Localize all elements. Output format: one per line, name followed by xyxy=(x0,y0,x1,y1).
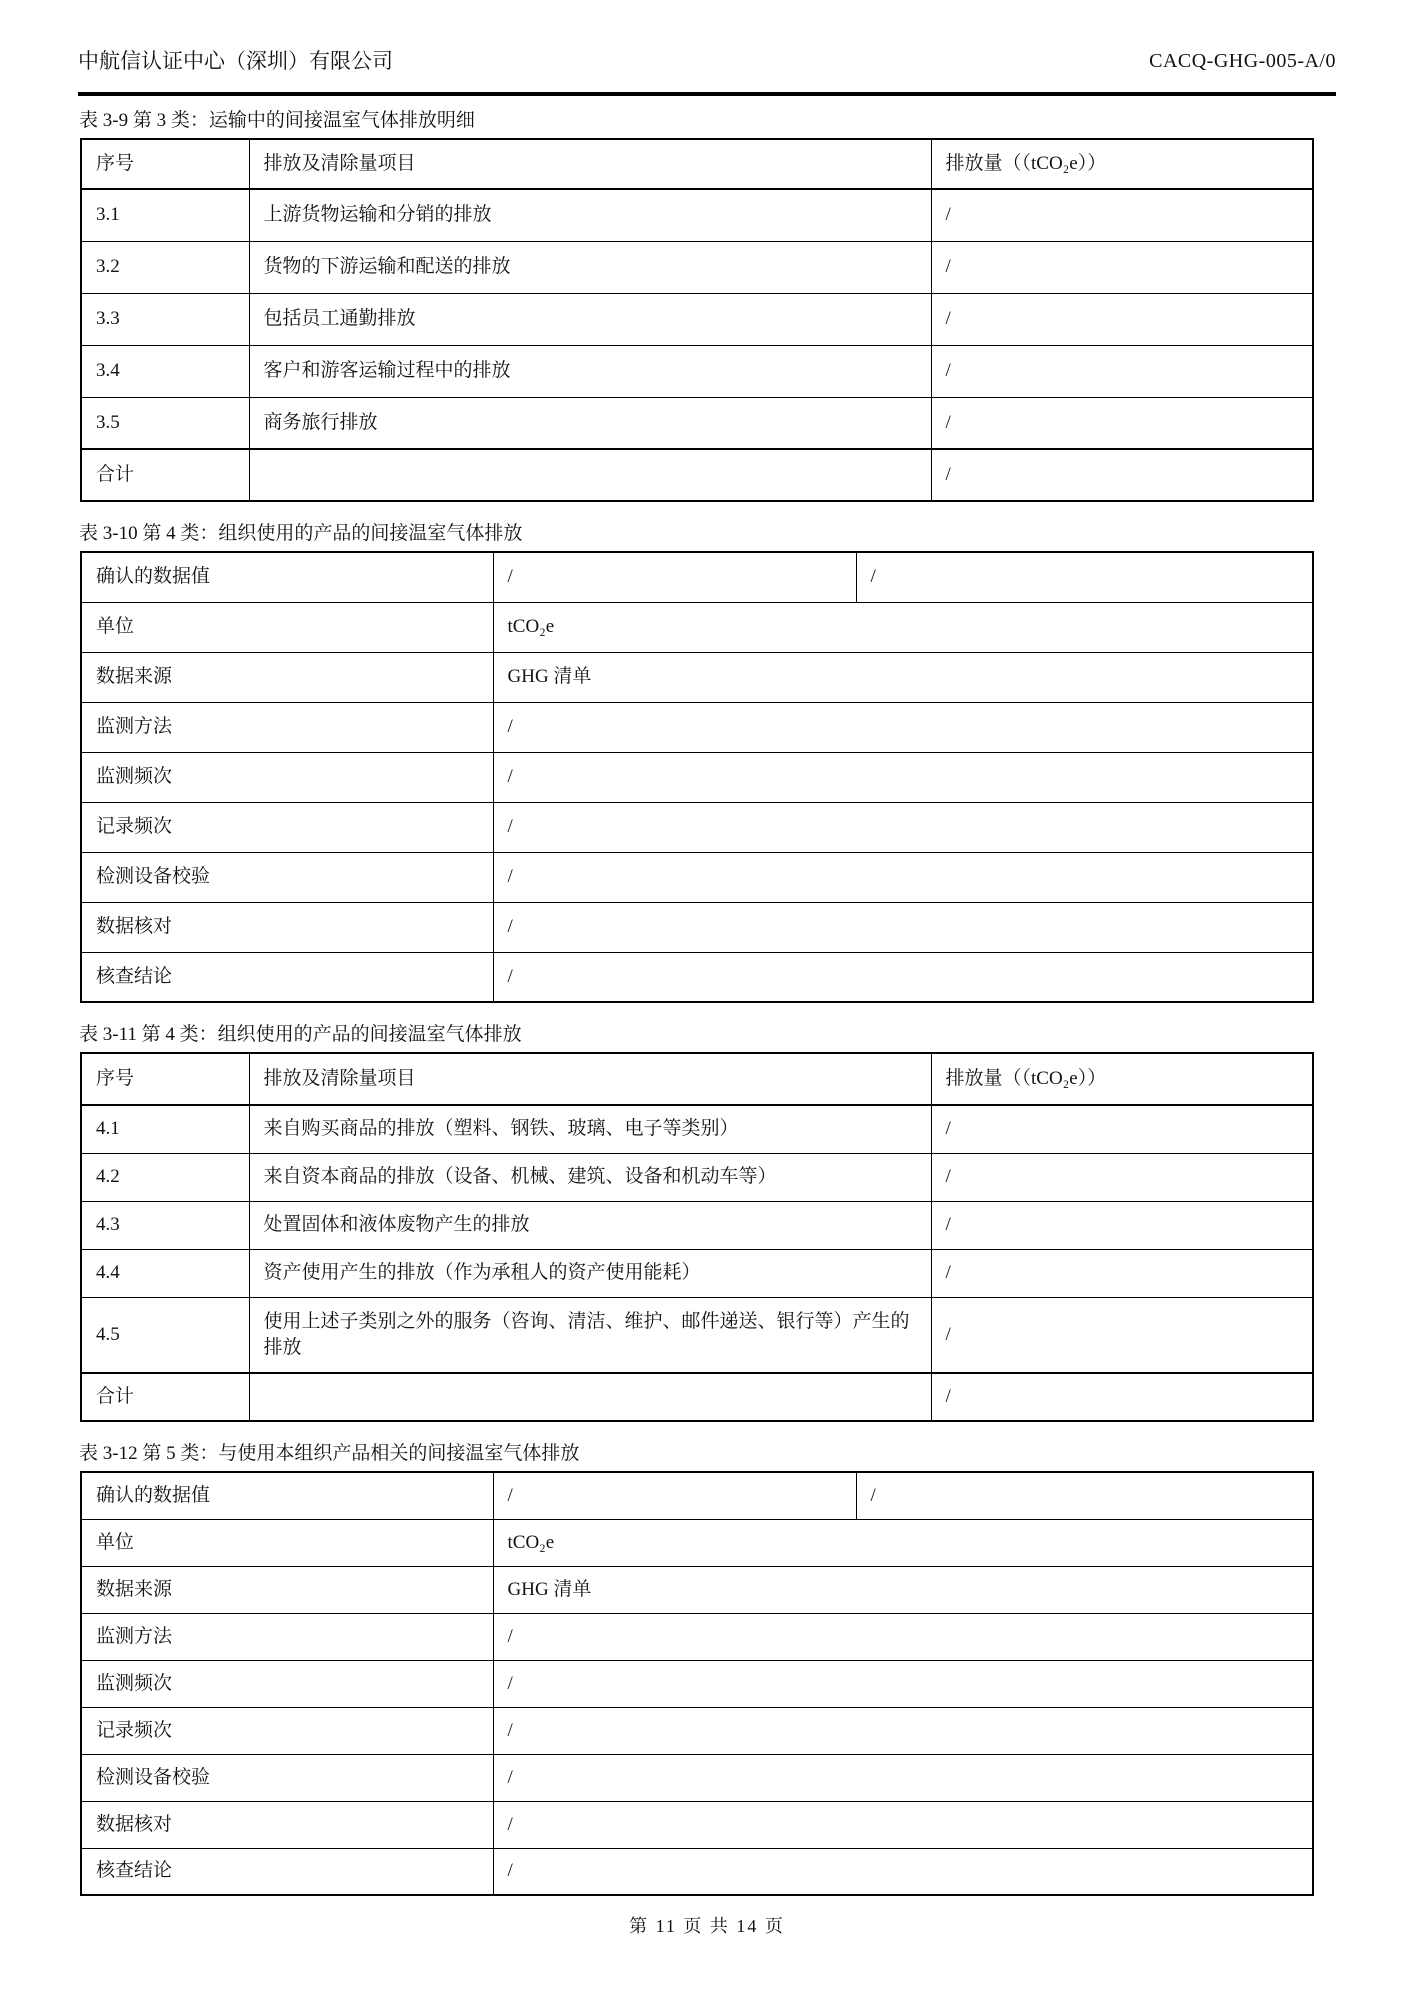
table-total-row xyxy=(81,1373,1313,1421)
row-label: 检测设备校验 xyxy=(81,852,493,902)
table-row xyxy=(81,902,1313,952)
document-header xyxy=(78,46,1336,76)
row-item: 商务旅行排放 xyxy=(249,397,931,449)
column-header-amount: 排放量（（tCO₂e）） xyxy=(931,139,1313,189)
table-row xyxy=(81,1201,1313,1249)
row-seq: 4.4 xyxy=(81,1249,249,1297)
row-seq: 3.5 xyxy=(81,397,249,449)
row-label: 数据核对 xyxy=(81,1801,493,1848)
table-row xyxy=(81,1105,1313,1153)
row-label: 确认的数据值 xyxy=(81,552,493,602)
row-value: / xyxy=(493,702,1313,752)
table-row xyxy=(81,345,1313,397)
row-label: 监测频次 xyxy=(81,1660,493,1707)
row-seq: 3.3 xyxy=(81,293,249,345)
row-seq: 3.2 xyxy=(81,241,249,293)
row-value: / xyxy=(493,902,1313,952)
row-item: 包括员工通勤排放 xyxy=(249,293,931,345)
row-value: / xyxy=(493,1613,1313,1660)
row-label: 数据核对 xyxy=(81,902,493,952)
row-item: 来自资本商品的排放（设备、机械、建筑、设备和机动车等） xyxy=(249,1153,931,1201)
page-footer: 第 11 页 共 14 页 xyxy=(629,1916,785,1936)
total-value: / xyxy=(931,1373,1313,1421)
row-label: 核查结论 xyxy=(81,952,493,1002)
header-divider xyxy=(78,92,1336,96)
table-row xyxy=(81,1519,1313,1566)
row-value-1: / xyxy=(493,552,856,602)
table-row xyxy=(81,1848,1313,1895)
row-value: / xyxy=(931,1153,1313,1201)
total-item xyxy=(249,449,931,501)
row-value: tCO₂e xyxy=(493,1519,1313,1566)
column-header-seq: 序号 xyxy=(81,1053,249,1105)
row-value: GHG 清单 xyxy=(493,1566,1313,1613)
row-value: / xyxy=(931,1201,1313,1249)
table-row xyxy=(81,1707,1313,1754)
row-value: / xyxy=(931,293,1313,345)
row-seq: 3.4 xyxy=(81,345,249,397)
row-value: / xyxy=(931,1249,1313,1297)
row-value: GHG 清单 xyxy=(493,652,1313,702)
row-value: / xyxy=(931,397,1313,449)
row-value: / xyxy=(931,345,1313,397)
row-value: / xyxy=(493,952,1313,1002)
row-item: 上游货物运输和分销的排放 xyxy=(249,189,931,241)
column-header-seq: 序号 xyxy=(81,139,249,189)
table-3-9-caption: 表 3-9 第 3 类：运输中的间接温室气体排放明细 xyxy=(79,110,475,131)
table-row xyxy=(81,752,1313,802)
row-item: 处置固体和液体废物产生的排放 xyxy=(249,1201,931,1249)
row-value: tCO₂e xyxy=(493,602,1313,652)
total-item xyxy=(249,1373,931,1421)
table-row xyxy=(81,1566,1313,1613)
row-item: 来自购买商品的排放（塑料、钢铁、玻璃、电子等类别） xyxy=(249,1105,931,1153)
table-row xyxy=(81,1801,1313,1848)
row-value: / xyxy=(931,241,1313,293)
table-row xyxy=(81,189,1313,241)
table-row xyxy=(81,1249,1313,1297)
row-value-1: / xyxy=(493,1472,856,1519)
row-label: 单位 xyxy=(81,602,493,652)
table-header-row xyxy=(81,1053,1313,1105)
table-row xyxy=(81,1297,1313,1373)
row-item: 货物的下游运输和配送的排放 xyxy=(249,241,931,293)
table-row xyxy=(81,1754,1313,1801)
table-3-10-caption: 表 3-10 第 4 类：组织使用的产品的间接温室气体排放 xyxy=(79,523,523,544)
row-value: / xyxy=(493,1754,1313,1801)
row-label: 记录频次 xyxy=(81,802,493,852)
row-seq: 3.1 xyxy=(81,189,249,241)
row-value-2: / xyxy=(856,1472,1313,1519)
table-3-12 xyxy=(80,1471,1314,1896)
total-label: 合计 xyxy=(81,449,249,501)
row-value: / xyxy=(493,752,1313,802)
row-seq: 4.5 xyxy=(81,1297,249,1373)
table-row xyxy=(81,397,1313,449)
table-row xyxy=(81,802,1313,852)
row-label: 单位 xyxy=(81,1519,493,1566)
company-name: 中航信认证中心（深圳）有限公司 xyxy=(78,49,393,73)
table-row xyxy=(81,1660,1313,1707)
table-row xyxy=(81,852,1313,902)
row-item: 使用上述子类别之外的服务（咨询、清洁、维护、邮件递送、银行等）产生的排放 xyxy=(249,1297,931,1373)
row-value: / xyxy=(493,802,1313,852)
row-label: 确认的数据值 xyxy=(81,1472,493,1519)
table-row xyxy=(81,1472,1313,1519)
row-label: 监测方法 xyxy=(81,702,493,752)
row-label: 监测方法 xyxy=(81,1613,493,1660)
table-row xyxy=(81,552,1313,602)
row-value: / xyxy=(931,1105,1313,1153)
row-value: / xyxy=(493,1660,1313,1707)
table-3-12-caption: 表 3-12 第 5 类：与使用本组织产品相关的间接温室气体排放 xyxy=(79,1443,580,1464)
row-label: 监测频次 xyxy=(81,752,493,802)
table-row xyxy=(81,1153,1313,1201)
column-header-item: 排放及清除量项目 xyxy=(249,1053,931,1105)
table-3-10 xyxy=(80,551,1314,1003)
row-value: / xyxy=(493,852,1313,902)
document-number: CACQ-GHG-005-A/0 xyxy=(1149,50,1336,72)
table-row xyxy=(81,702,1313,752)
row-value: / xyxy=(493,1707,1313,1754)
row-label: 数据来源 xyxy=(81,652,493,702)
row-item: 客户和游客运输过程中的排放 xyxy=(249,345,931,397)
column-header-amount: 排放量（（tCO₂e）） xyxy=(931,1053,1313,1105)
row-label: 检测设备校验 xyxy=(81,1754,493,1801)
table-row xyxy=(81,652,1313,702)
table-3-11-caption: 表 3-11 第 4 类：组织使用的产品的间接温室气体排放 xyxy=(79,1024,522,1045)
row-value: / xyxy=(931,189,1313,241)
table-row xyxy=(81,241,1313,293)
table-total-row xyxy=(81,449,1313,501)
row-seq: 4.1 xyxy=(81,1105,249,1153)
table-row xyxy=(81,952,1313,1002)
row-value: / xyxy=(493,1848,1313,1895)
table-3-11 xyxy=(80,1052,1314,1422)
table-row xyxy=(81,293,1313,345)
row-label: 记录频次 xyxy=(81,1707,493,1754)
row-label: 数据来源 xyxy=(81,1566,493,1613)
row-seq: 4.3 xyxy=(81,1201,249,1249)
total-label: 合计 xyxy=(81,1373,249,1421)
row-label: 核查结论 xyxy=(81,1848,493,1895)
row-value: / xyxy=(931,1297,1313,1373)
total-value: / xyxy=(931,449,1313,501)
table-row xyxy=(81,602,1313,652)
row-value: / xyxy=(493,1801,1313,1848)
row-value-2: / xyxy=(856,552,1313,602)
column-header-item: 排放及清除量项目 xyxy=(249,139,931,189)
table-header-row xyxy=(81,139,1313,189)
table-row xyxy=(81,1613,1313,1660)
row-seq: 4.2 xyxy=(81,1153,249,1201)
table-3-9 xyxy=(80,138,1314,502)
row-item: 资产使用产生的排放（作为承租人的资产使用能耗） xyxy=(249,1249,931,1297)
